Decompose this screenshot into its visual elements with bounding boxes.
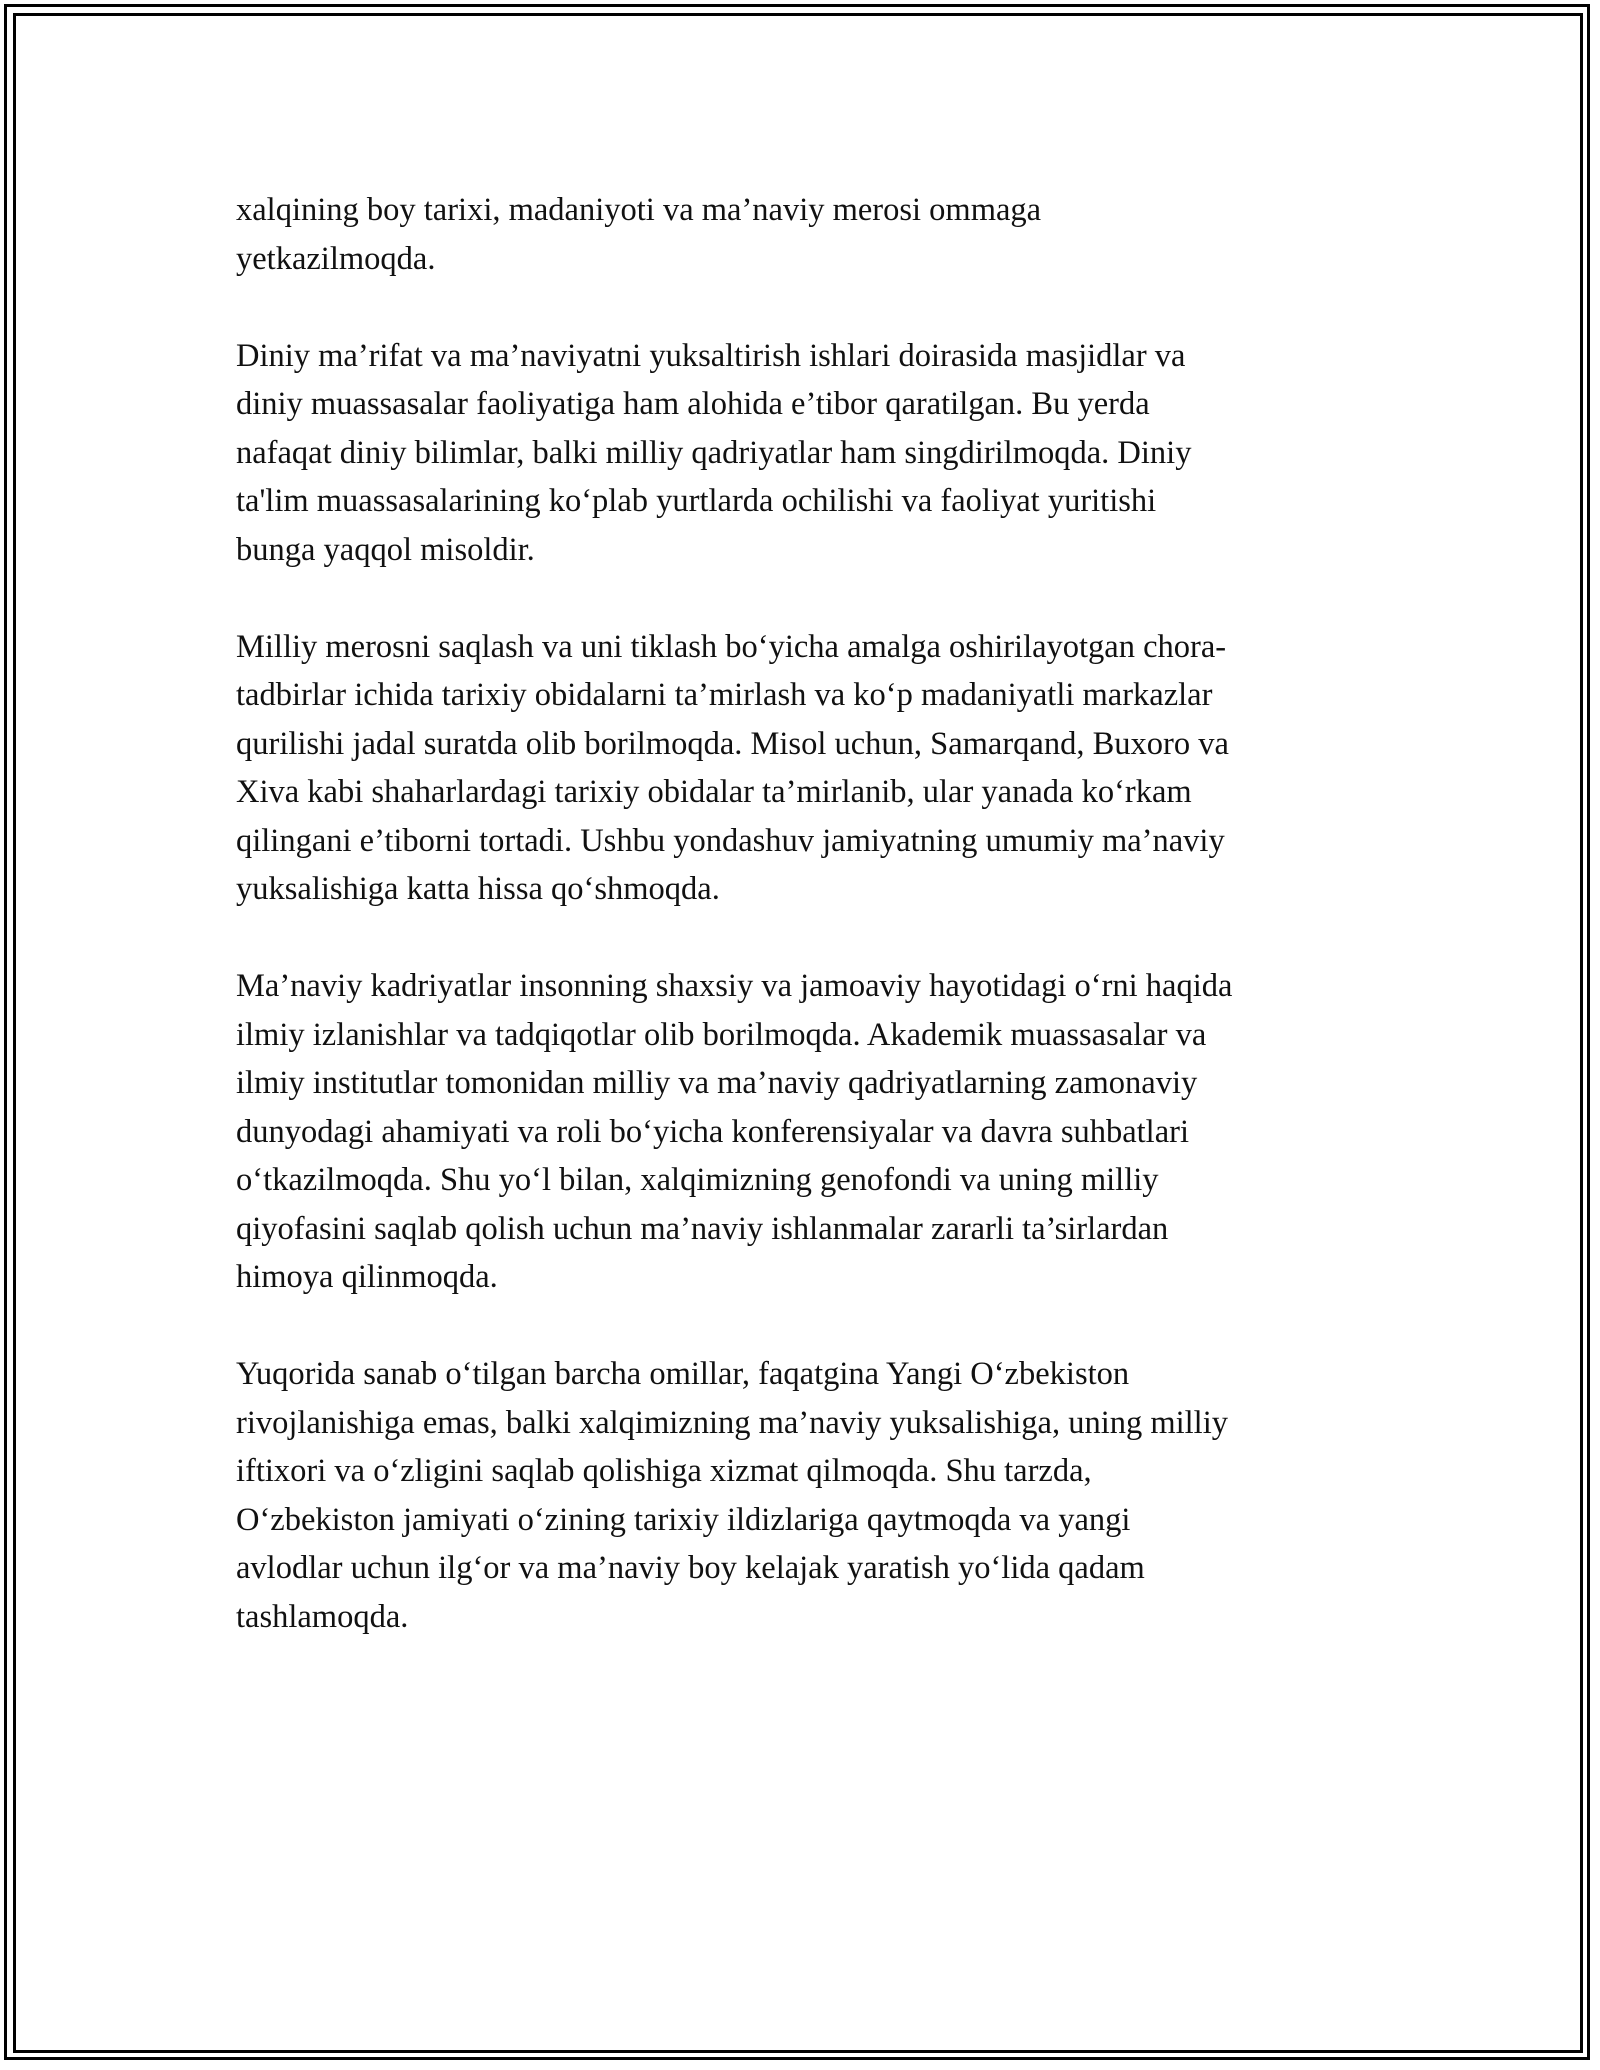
paragraph-5: Yuqorida sanab o‘tilgan barcha omillar, faqatgina Yangi O‘zbekiston rivojlanishiga emas, balki xalqimizning ma’naviy yuksalishiga, uning milliy iftixori va o‘zligini saqlab qolishiga xizmat qilmoqda. Shu tarzda, O‘zbekiston jamiyati o‘zining tarixiy ildizlariga qaytmoqda va yangi avlodlar uchun ilg‘or va ma’naviy boy kelajak yaratish yo‘lida qadam tashlamoqda. [236,1356,1228,1635]
paragraph-3: Milliy merosni saqlash va uni tiklash bo‘yicha amalga oshirilayotgan chora- tadbirlar ichida tarixiy obidalarni ta’mirlash va ko‘p madaniyatli markazlar qurilishi jadal suratda olib borilmoqda. Misol uchun, Samarqand, Buxoro va Xiva kabi shaharlardagi tarixiy obidalar ta’mirlanib, ular yanada ko‘rkam qilingani e’tiborni tortadi. Ushbu yondashuv jamiyatning umumiy ma’naviy yuksalishiga katta hissa qo‘shmoqda. [236,628,1229,907]
paragraph-2: Diniy ma’rifat va ma’naviyatni yuksaltirish ishlari doirasida masjidlar va diniy muassasalar faoliyatiga ham alohida e’tibor qaratilgan. Bu yerda nafaqat diniy bilimlar, balki milliy qadriyatlar ham singdirilmoqda. Diniy ta'lim muassasalarining ko‘plab yurtlarda ochilishi va faoliyat yuritishi bunga yaqqol misoldir. [236,337,1192,568]
paragraph-1: xalqining boy tarixi, madaniyoti va ma’naviy merosi ommaga yetkazilmoqda. [236,192,1042,277]
document-body [236,186,1366,1690]
paragraph-4: Ma’naviy kadriyatlar insonning shaxsiy va jamoaviy hayotidagi o‘rni haqida ilmiy izlanishlar va tadqiqotlar olib borilmoqda. Akademik muassasalar va ilmiy institutlar tomonidan milliy va ma’naviy qadriyatlarning zamonaviy dunyodagi ahamiyati va roli bo‘yicha konferensiyalar va davra suhbatlari o‘tkazilmoqda. Shu yo‘l bilan, xalqimizning genofondi va uning milliy qiyofasini saqlab qolish uchun ma’naviy ishlanmalar zararli ta’sirlardan himoya qilinmoqda. [236,968,1233,1295]
